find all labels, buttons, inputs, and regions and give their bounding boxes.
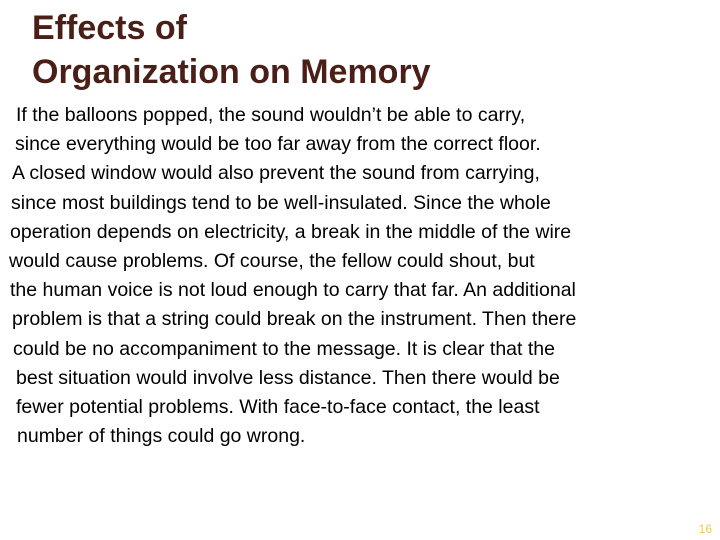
body-line-4: since most buildings tend to be well-insulated. Since the whole [11, 191, 551, 214]
slide-title [32, 6, 431, 94]
body-line-3: A closed window would also prevent the sound from carrying, [12, 162, 540, 185]
body-line-1: If the balloons popped, the sound wouldn’t be able to carry, [16, 104, 526, 126]
body-line-8: problem is that a string could break on the instrument. Then there [12, 308, 577, 331]
slide-title-line-1: Effects of [32, 9, 187, 47]
body-line-11: fewer potential problems. With face-to-face contact, the least [16, 396, 540, 419]
body-paragraph [0, 101, 720, 451]
body-line-6: would cause problems. Of course, the fellow could shout, but [9, 250, 535, 273]
body-line-5: operation depends on electricity, a break in the middle of the wire [10, 220, 572, 243]
page-number: 16 [698, 522, 712, 536]
slide-title-line-2: Organization on Memory [32, 53, 431, 91]
body-line-12: number of things could go wrong. [17, 425, 306, 448]
body-line-2: since everything would be too far away from the correct floor. [15, 133, 541, 156]
body-line-10: best situation would involve less distance. Then there would be [16, 366, 560, 389]
body-line-9: could be no accompaniment to the message. It is clear that the [13, 337, 555, 360]
body-line-7: the human voice is not loud enough to carry that far. An additional [10, 279, 576, 302]
